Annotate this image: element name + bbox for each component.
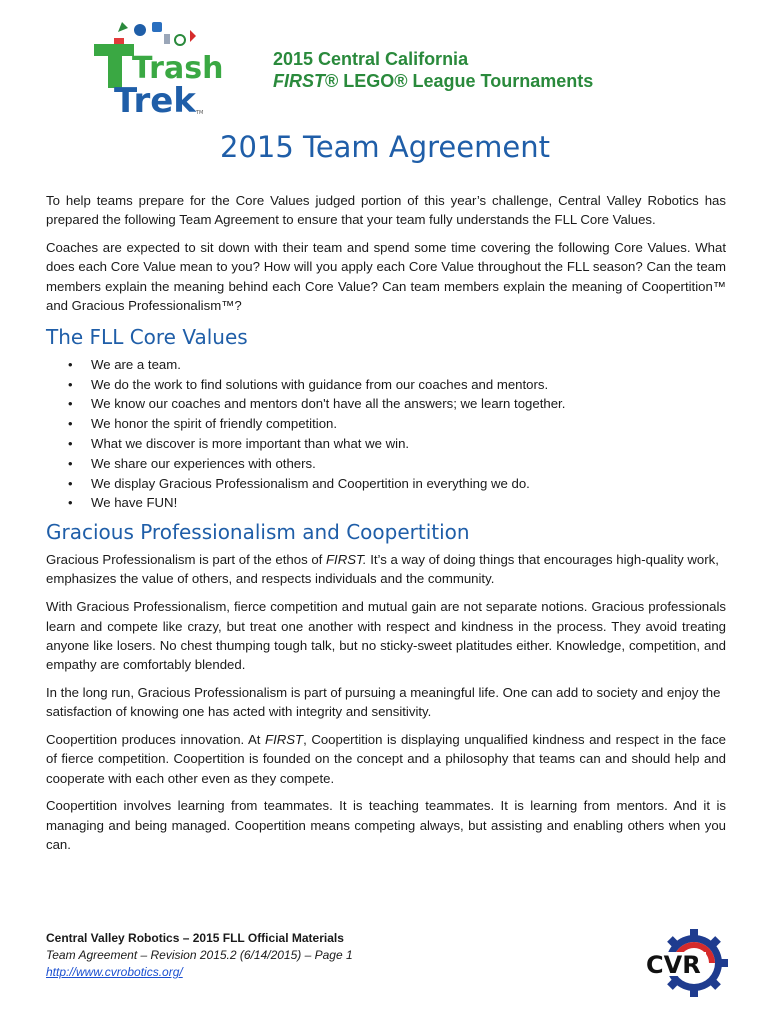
bullet-icon: • [68,376,73,392]
list-item: • We have FUN! [46,493,726,513]
footer [46,930,353,981]
gp-paragraph-5: Coopertition involves learning from teammates. It is teaching teammates. It is learning from mentors. And it is managing and being managed. Coopertition means competing always, but assisting and enabling others when you can. [46,798,726,853]
footer-org: Central Valley Robotics – 2015 FLL Official Materials [46,931,344,945]
cvr-gear-logo [640,928,728,998]
list-item: • We are a team. [46,355,726,375]
list-item: • What we discover is more important than what we win. [46,434,726,454]
list-item: • We display Gracious Professionalism and Coopertition in everything we do. [46,474,726,494]
bullet-icon: • [68,495,73,511]
gp-paragraph-2: With Gracious Professionalism, fierce competition and mutual gain are not separate notions. Gracious professionals learn and compete like crazy, but treat one another with respect and kindness in the process. They avoid treating anyone like losers. No chest thumping tough talk, but no sticky-sweet platitudes either. Knowledge, competition, and empathy are comfortably blended. [46,599,726,673]
intro-paragraph-1: To help teams prepare for the Core Values judged portion of this year’s challenge, Central Valley Robotics has prepared the following Team Agreement to ensure that your team fully understands the FLL Core Values. [46,193,726,228]
bullet-icon: • [68,455,73,471]
bullet-icon: • [68,396,73,412]
bullet-icon: • [68,435,73,451]
core-values-list [46,355,726,513]
trash-trek-logo [92,20,224,121]
gp-paragraph-1: Gracious Professionalism is part of the ethos of FIRST. It’s a way of doing things that encourages high-quality work, emphasizes the value of others, and respects individuals and the community. [46,552,719,587]
core-values-heading: The FLL Core Values [46,324,248,349]
list-item: • We do the work to find solutions with guidance from our coaches and mentors. [46,375,726,395]
trek-text: Trek [114,81,196,121]
bullet-icon: • [68,475,73,491]
bullet-icon: • [68,416,73,432]
gp-heading: Gracious Professionalism and Coopertition [46,520,470,545]
svg-text:Trash: Trash [132,51,224,86]
footer-link[interactable]: http://www.cvrobotics.org/ [46,965,183,979]
list-item: • We know our coaches and mentors don't have all the answers; we learn together. [46,394,726,414]
bullet-icon: • [68,356,73,372]
header-line-1: 2015 Central California [273,49,469,69]
document-body [46,191,726,863]
svg-text:TM: TM [196,110,204,116]
intro-paragraph-2: Coaches are expected to sit down with their team and spend some time covering the following Core Values. What does each Core Value mean to you? How will you apply each Core Value throughout the FLL season? Can the team members explain the meaning behind each Core Value? Can team members explain the meaning of Coopertition™ and Gracious Professionalism™? [46,240,726,313]
cvr-text: CVR [646,951,701,979]
header [273,48,593,92]
gp-paragraph-3: In the long run, Gracious Professionalism is part of pursuing a meaningful life. One can add to society and enjoy the satisfaction of knowing one has acted with integrity and sensitivity. [46,684,721,720]
list-item: • We honor the spirit of friendly competition. [46,414,726,434]
footer-revision: Team Agreement – Revision 2015.2 (6/14/2015) – Page 1 [46,948,353,962]
list-item: • We share our experiences with others. [46,454,726,474]
header-line-2: FIRST® LEGO® League Tournaments [273,71,594,91]
document-title: 2015 Team Agreement [220,130,550,164]
gp-paragraph-4: Coopertition produces innovation. At FIRST, Coopertition is displaying unqualified kindness and respect in the face of fierce competition. Coopertition is founded on the concept and a philosophy that teams can and should help and cooperate with each other even as they compete. [46,732,726,786]
